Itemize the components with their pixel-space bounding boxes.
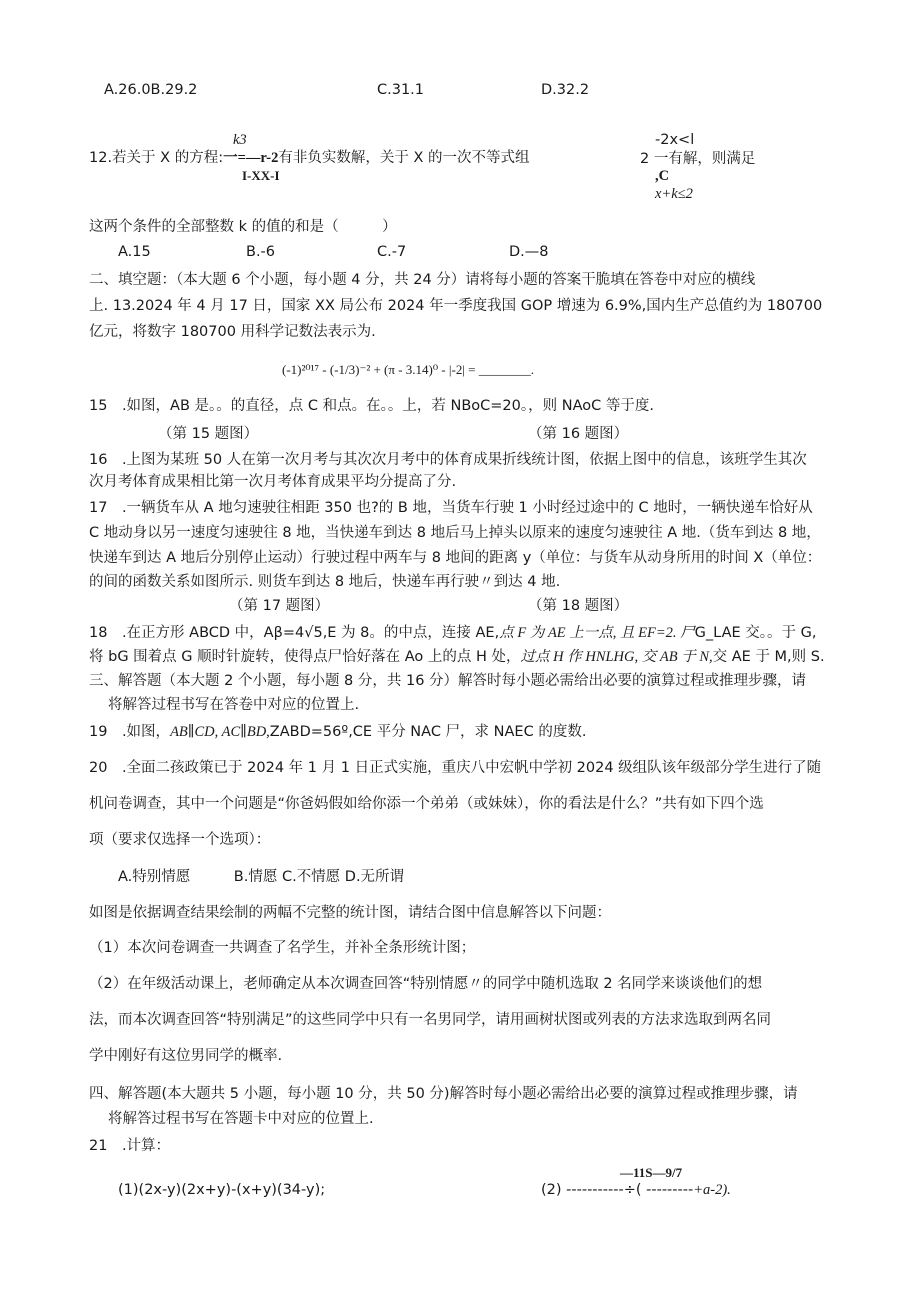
q12-fraction-bottom: I-XX-I (242, 168, 280, 183)
q17-line3: 快递车到达 A 地后分别停止运动）行驶过程中两车与 8 地间的距离 y（单位：与货车从动身所用的时间 X（单位： (89, 550, 822, 566)
q19-b: AB∥CD, AC∥BD, (170, 724, 270, 740)
q12-fraction-top: k3 (233, 132, 247, 148)
q20-line1: 20 .全面二孩政策已于 2024 年 1 月 1 日正式实施，重庆八中宏帆中学初 2024 级组队该年级部分学生进行了随 (89, 760, 822, 776)
q13-line1: 上. 13.2024 年 4 月 17 日，国家 XX 局公布 2024 年一季度我国 GOP 增速为 6.9%,国内生产总值约为 180700 (89, 298, 823, 314)
q11-option-c: C.31.1 (377, 82, 425, 98)
q12-option-c: C.-7 (377, 244, 407, 260)
q20-part2-line3: 学中刚好有这位男同学的概率. (89, 1048, 283, 1064)
q12-system-tail: 一有解，则满足 (653, 151, 756, 167)
q12-system-coef: 2 (640, 151, 650, 167)
q18-line2-c: 交 AE 于 M,则 S. (712, 649, 825, 665)
q20-part1: （1）本次问卷调查一共调查了名学生，并补全条形统计图； (89, 940, 476, 956)
q14-formula: (-1)²⁰¹⁷ - (-1/3)⁻² + (π - 3.14)⁰ - |-2| = ________. (282, 362, 535, 377)
q21-part2-b: +a-2). (693, 1182, 731, 1198)
q12-option-d: D.—8 (509, 244, 549, 260)
q18-line2 (89, 647, 825, 667)
section2-heading: 二、填空题：（本大题 6 个小题，每小题 4 分，共 24 分）请将每小题的答案干脆填在答卷中对应的横线 (89, 272, 756, 288)
q12-system-line1: -2x<l (655, 132, 695, 148)
q12-equation: 一=—r-2 (223, 150, 279, 166)
q16-line1: 16 .上图为某班 50 人在第一次月考与其次次月考中的体育成果折线统计图，依据上图中的信息，该班学生其次 (89, 452, 807, 468)
figure-caption-15: （第 15 题图） (158, 426, 259, 442)
figure-caption-16: （第 16 题图） (528, 426, 629, 442)
section4-heading-line2: 将解答过程书写在答题卡中对应的位置上. (108, 1111, 374, 1127)
section3-heading-line1: 三、解答题（本大题 2 个小题，每小题 8 分，共 16 分）解答时每小题必需给出必要的演算过程或推理步骤，请 (89, 673, 807, 689)
q12-system-line4: x+k≤2 (655, 186, 693, 202)
q15-text: 15 .如图，AB 是。。的直径，点 C 和点。在。。上，若 NBoC=20。，则 NAoC 等于度. (89, 398, 654, 414)
q13-line2: 亿元，将数字 180700 用科学记数法表示为. (89, 324, 376, 340)
q21-part2-a: (2) -----------÷( --------- (541, 1182, 694, 1198)
q18-line2-b: 过点 H 作 HNLHG, 交 AB 于 N, (520, 649, 713, 665)
q12-option-b: B.-6 (246, 244, 276, 260)
q12-stem-a: 12.若关于 X 的方程: (89, 150, 224, 166)
q12-option-a: A.15 (118, 244, 151, 260)
q20-part2-line2: 法，而本次调查回答“特别满足”的这些同学中只有一名男同学，请用画树状图或列表的方法求选取到两名同 (89, 1012, 772, 1028)
q20-line3: 项（要求仅选择一个选项）： (89, 832, 271, 848)
section4-heading-line1: 四、解答题(本大题共 5 小题，每小题 10 分，共 50 分)解答时每小题必需给出必要的演算过程或推理步骤，请 (89, 1086, 798, 1102)
q21-heading: 21 .计算： (89, 1138, 171, 1154)
q19-a: 19 .如图， (89, 724, 171, 740)
q18-line1-a: 18 .在正方形 ABCD 中，Aβ=4√5,E 为 8。的中点，连接 AE, (89, 625, 500, 641)
q18-line2-a: 将 bG 围着点 G 顺时针旋转，使得点尸恰好落在 Ao 上的点 H 处， (89, 649, 521, 665)
q12-stem-b: 有非负实数解，关于 X 的一次不等式组 (278, 150, 530, 166)
q12-line2: 这两个条件的全部整数 k 的值的和是（ ） (89, 219, 397, 235)
q11-option-d: D.32.2 (541, 82, 590, 98)
q18-line1-b: 点 F 为 AE 上一点, 且 EF=2. 尸 (499, 625, 695, 641)
q12-stem-start (89, 148, 530, 168)
q20-line4: 如图是依据调查结果绘制的两幅不完整的统计图，请结合图中信息解答以下问题： (89, 905, 611, 921)
q18-line1-c: G_LAE 交。。于 G, (694, 625, 817, 641)
q12-system-line3: ,C (655, 168, 670, 184)
q16-line2: 次月考体育成果相比第一次月考体育成果平均分提高了分. (89, 474, 457, 490)
q21-part2-numerator: —11S—9/7 (620, 1165, 683, 1180)
q19-text (89, 722, 586, 742)
section3-heading-line2: 将解答过程书写在答卷中对应的位置上. (108, 697, 360, 713)
q20-options: A.特别情愿 B.情愿 C.不情愿 D.无所谓 (118, 869, 405, 885)
q17-line2: C 地动身以另一速度匀速驶往 8 地，当快递车到达 8 地后马上掉头以原来的速度匀速驶往 A 地.（货车到达 8 地， (89, 525, 821, 541)
q19-c: ZABD=56º,CE 平分 NAC 尸，求 NAEC 的度数. (269, 724, 587, 740)
q21-part1: (1)(2x-y)(2x+y)-(x+y)(34-y); (118, 1182, 326, 1198)
figure-caption-17: （第 17 题图） (229, 598, 330, 614)
q20-line2: 机问卷调查，其中一个问题是“你爸妈假如给你添一个弟弟（或妹妹），你的看法是什么？”共有如下四个选 (89, 796, 764, 812)
q17-line1: 17 .一辆货车从 A 地匀速驶往相距 350 也?的 B 地，当货车行驶 1 小时经过途中的 C 地时，一辆快递车恰好从 (89, 500, 813, 516)
q20-part2-line1: （2）在年级活动课上，老师确定从本次调查回答“特别情愿〃的同学中随机选取 2 名同学来谈谈他们的想 (89, 976, 763, 992)
figure-caption-18: （第 18 题图） (528, 598, 629, 614)
q17-line4: 的间的函数关系如图所示. 则货车到达 8 地后，快递车再行驶〃到达 4 地. (89, 574, 561, 590)
q11-option-ab: A.26.0B.29.2 (104, 82, 198, 98)
q21-part2 (541, 1180, 731, 1200)
q18-line1 (89, 623, 816, 643)
